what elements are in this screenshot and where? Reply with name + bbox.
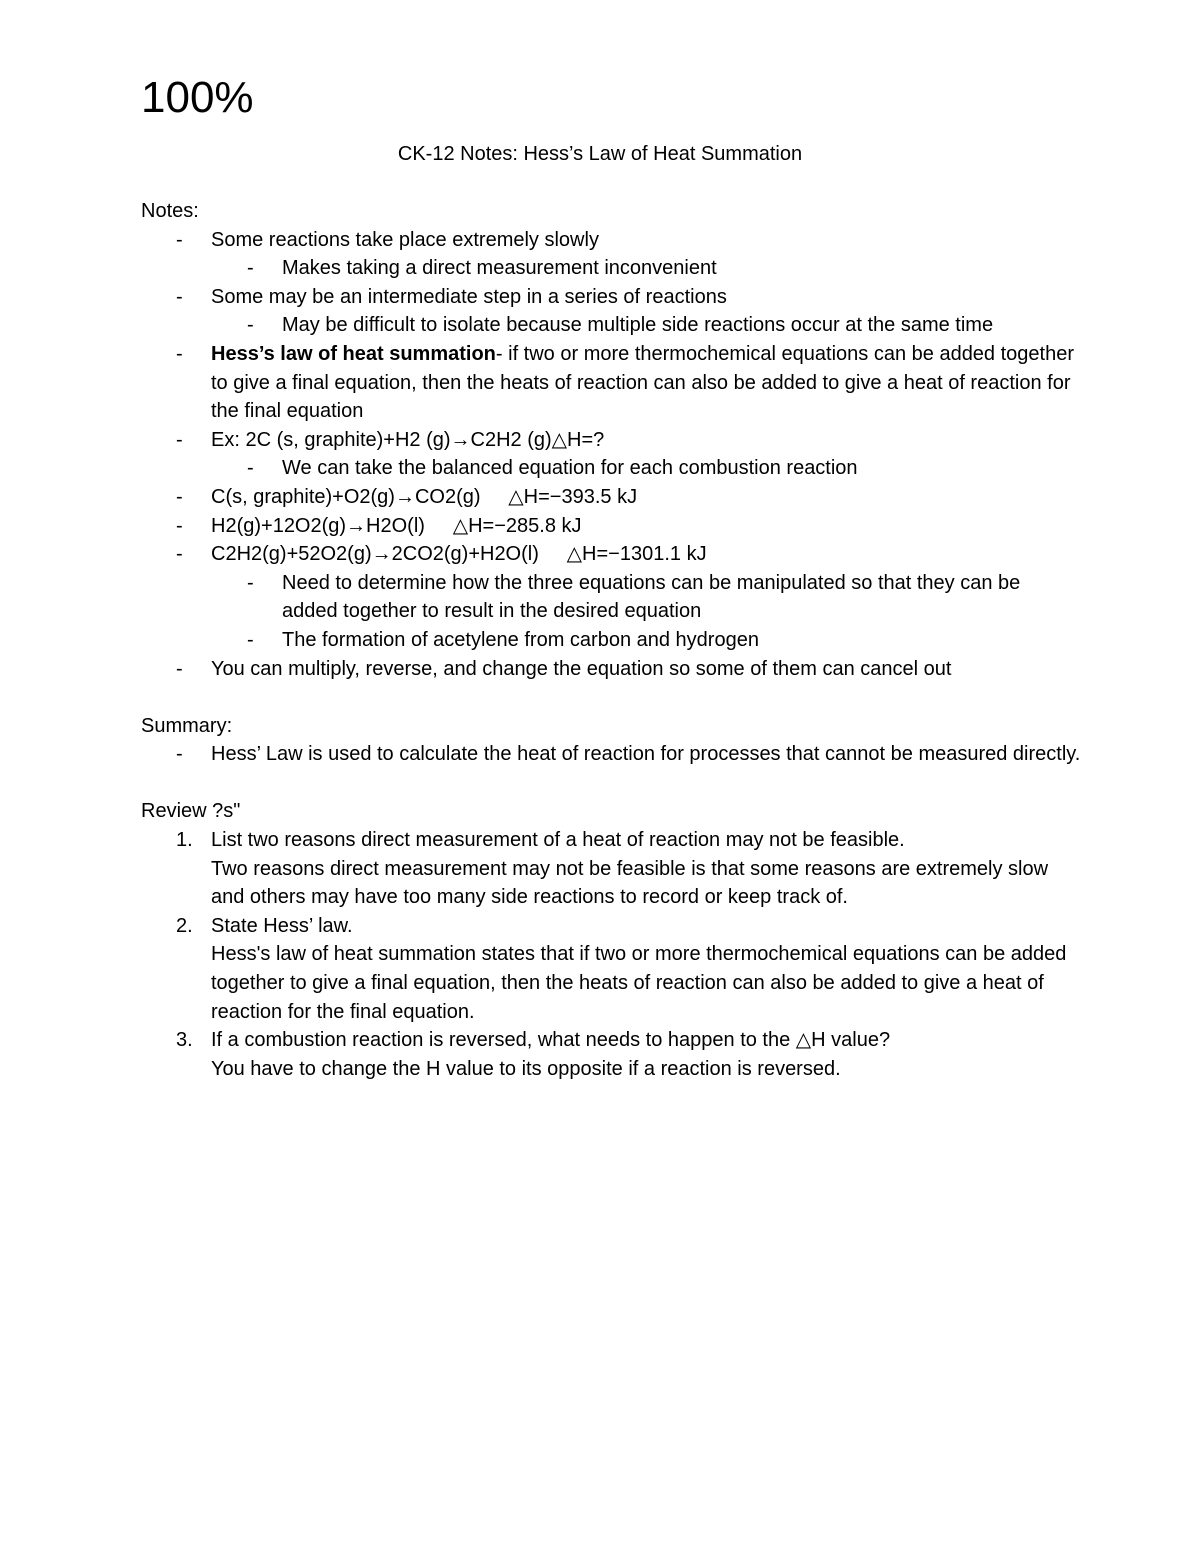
equation-text: C(s, graphite)+O2(g)→CO2(g) △H=−393.5 kJ bbox=[211, 485, 638, 508]
review-question bbox=[141, 826, 1081, 912]
equation-text: H2(g)+12O2(g)→H2O(l) △H=−285.8 kJ bbox=[211, 514, 582, 537]
list-item-text: Ex: 2C (s, graphite)+H2 (g)→C2H2 (g)△H=? bbox=[211, 428, 605, 451]
list-item bbox=[141, 569, 1081, 626]
spacer bbox=[141, 769, 1081, 798]
list-item-text: Hess’ Law is used to calculate the heat of reaction for processes that cannot be measured directly. bbox=[211, 743, 1081, 766]
review-question bbox=[141, 1026, 1081, 1083]
review-question bbox=[141, 912, 1081, 1026]
list-item-text: Need to determine how the three equations can be manipulated so that they can be added together to result in the desired equation bbox=[282, 571, 1021, 623]
list-item bbox=[141, 655, 1081, 684]
spacer bbox=[141, 683, 1081, 712]
list-item bbox=[141, 483, 1081, 512]
equation-text: C2H2(g)+52O2(g)→2CO2(g)+H2O(l) △H=−1301.1 kJ bbox=[211, 543, 707, 566]
page-title: CK-12 Notes: Hess’s Law of Heat Summation bbox=[397, 143, 803, 165]
question-text: If a combustion reaction is reversed, what needs to happen to the △H value? bbox=[211, 1029, 891, 1052]
list-item-text: - if two or more thermochemical equations can be added together to give a final equation, then the heats of reaction can also be added to give a heat of reaction for the final equation bbox=[211, 342, 1075, 423]
question-number: 2. bbox=[176, 914, 193, 937]
list-item-text: We can take the balanced equation for each combustion reaction bbox=[282, 457, 858, 480]
bullet-marker: - bbox=[176, 428, 183, 451]
list-item bbox=[141, 283, 1081, 312]
list-item-text: Some may be an intermediate step in a series of reactions bbox=[211, 285, 727, 308]
list-item-text: May be difficult to isolate because multiple side reactions occur at the same time bbox=[282, 314, 994, 337]
key-term: Hess’s law of heat summation bbox=[211, 342, 496, 365]
list-item bbox=[141, 512, 1081, 541]
bullet-marker: - bbox=[247, 571, 254, 594]
list-item bbox=[141, 426, 1081, 455]
bullet-marker: - bbox=[176, 743, 183, 766]
bullet-marker: - bbox=[247, 257, 254, 280]
list-item bbox=[141, 311, 1081, 340]
bullet-marker: - bbox=[176, 543, 183, 566]
bullet-marker: - bbox=[247, 628, 254, 651]
list-item-text: Makes taking a direct measurement inconvenient bbox=[282, 257, 717, 280]
question-number: 1. bbox=[176, 829, 193, 852]
bullet-marker: - bbox=[176, 485, 183, 508]
notes-body bbox=[141, 197, 1081, 1083]
list-item bbox=[141, 454, 1081, 483]
bullet-marker: - bbox=[247, 457, 254, 480]
list-item bbox=[141, 626, 1081, 655]
review-heading: Review ?s" bbox=[141, 800, 241, 823]
list-item bbox=[141, 540, 1081, 569]
list-item bbox=[141, 740, 1081, 769]
notes-heading: Notes: bbox=[141, 200, 199, 222]
bullet-marker: - bbox=[176, 514, 183, 537]
bullet-marker: - bbox=[176, 285, 183, 308]
bullet-marker: - bbox=[176, 228, 183, 251]
answer-text: You have to change the H value to its opposite if a reaction is reversed. bbox=[211, 1057, 841, 1080]
bullet-marker: - bbox=[247, 314, 254, 337]
question-text: List two reasons direct measurement of a heat of reaction may not be feasible. bbox=[211, 829, 905, 852]
summary-heading: Summary: bbox=[141, 714, 233, 737]
list-item bbox=[141, 340, 1081, 426]
bullet-marker: - bbox=[176, 342, 183, 365]
list-item bbox=[141, 226, 1081, 255]
question-text: State Hess’ law. bbox=[211, 914, 353, 937]
list-item-text: Some reactions take place extremely slowly bbox=[211, 228, 599, 251]
list-item-text: You can multiply, reverse, and change the equation so some of them can cancel out bbox=[211, 657, 952, 680]
grade-score: 100% bbox=[141, 73, 254, 122]
list-item bbox=[141, 254, 1081, 283]
answer-text: Two reasons direct measurement may not be feasible is that some reasons are extremely slow and others may have too many side reactions to record or keep track of. bbox=[211, 857, 1049, 909]
bullet-marker: - bbox=[176, 657, 183, 680]
answer-text: Hess's law of heat summation states that if two or more thermochemical equations can be added together to give a final equation, then the heats of reaction can also be added to give a heat of reaction for the final equation. bbox=[211, 943, 1067, 1023]
question-number: 3. bbox=[176, 1029, 193, 1052]
list-item-text: The formation of acetylene from carbon and hydrogen bbox=[282, 628, 759, 651]
